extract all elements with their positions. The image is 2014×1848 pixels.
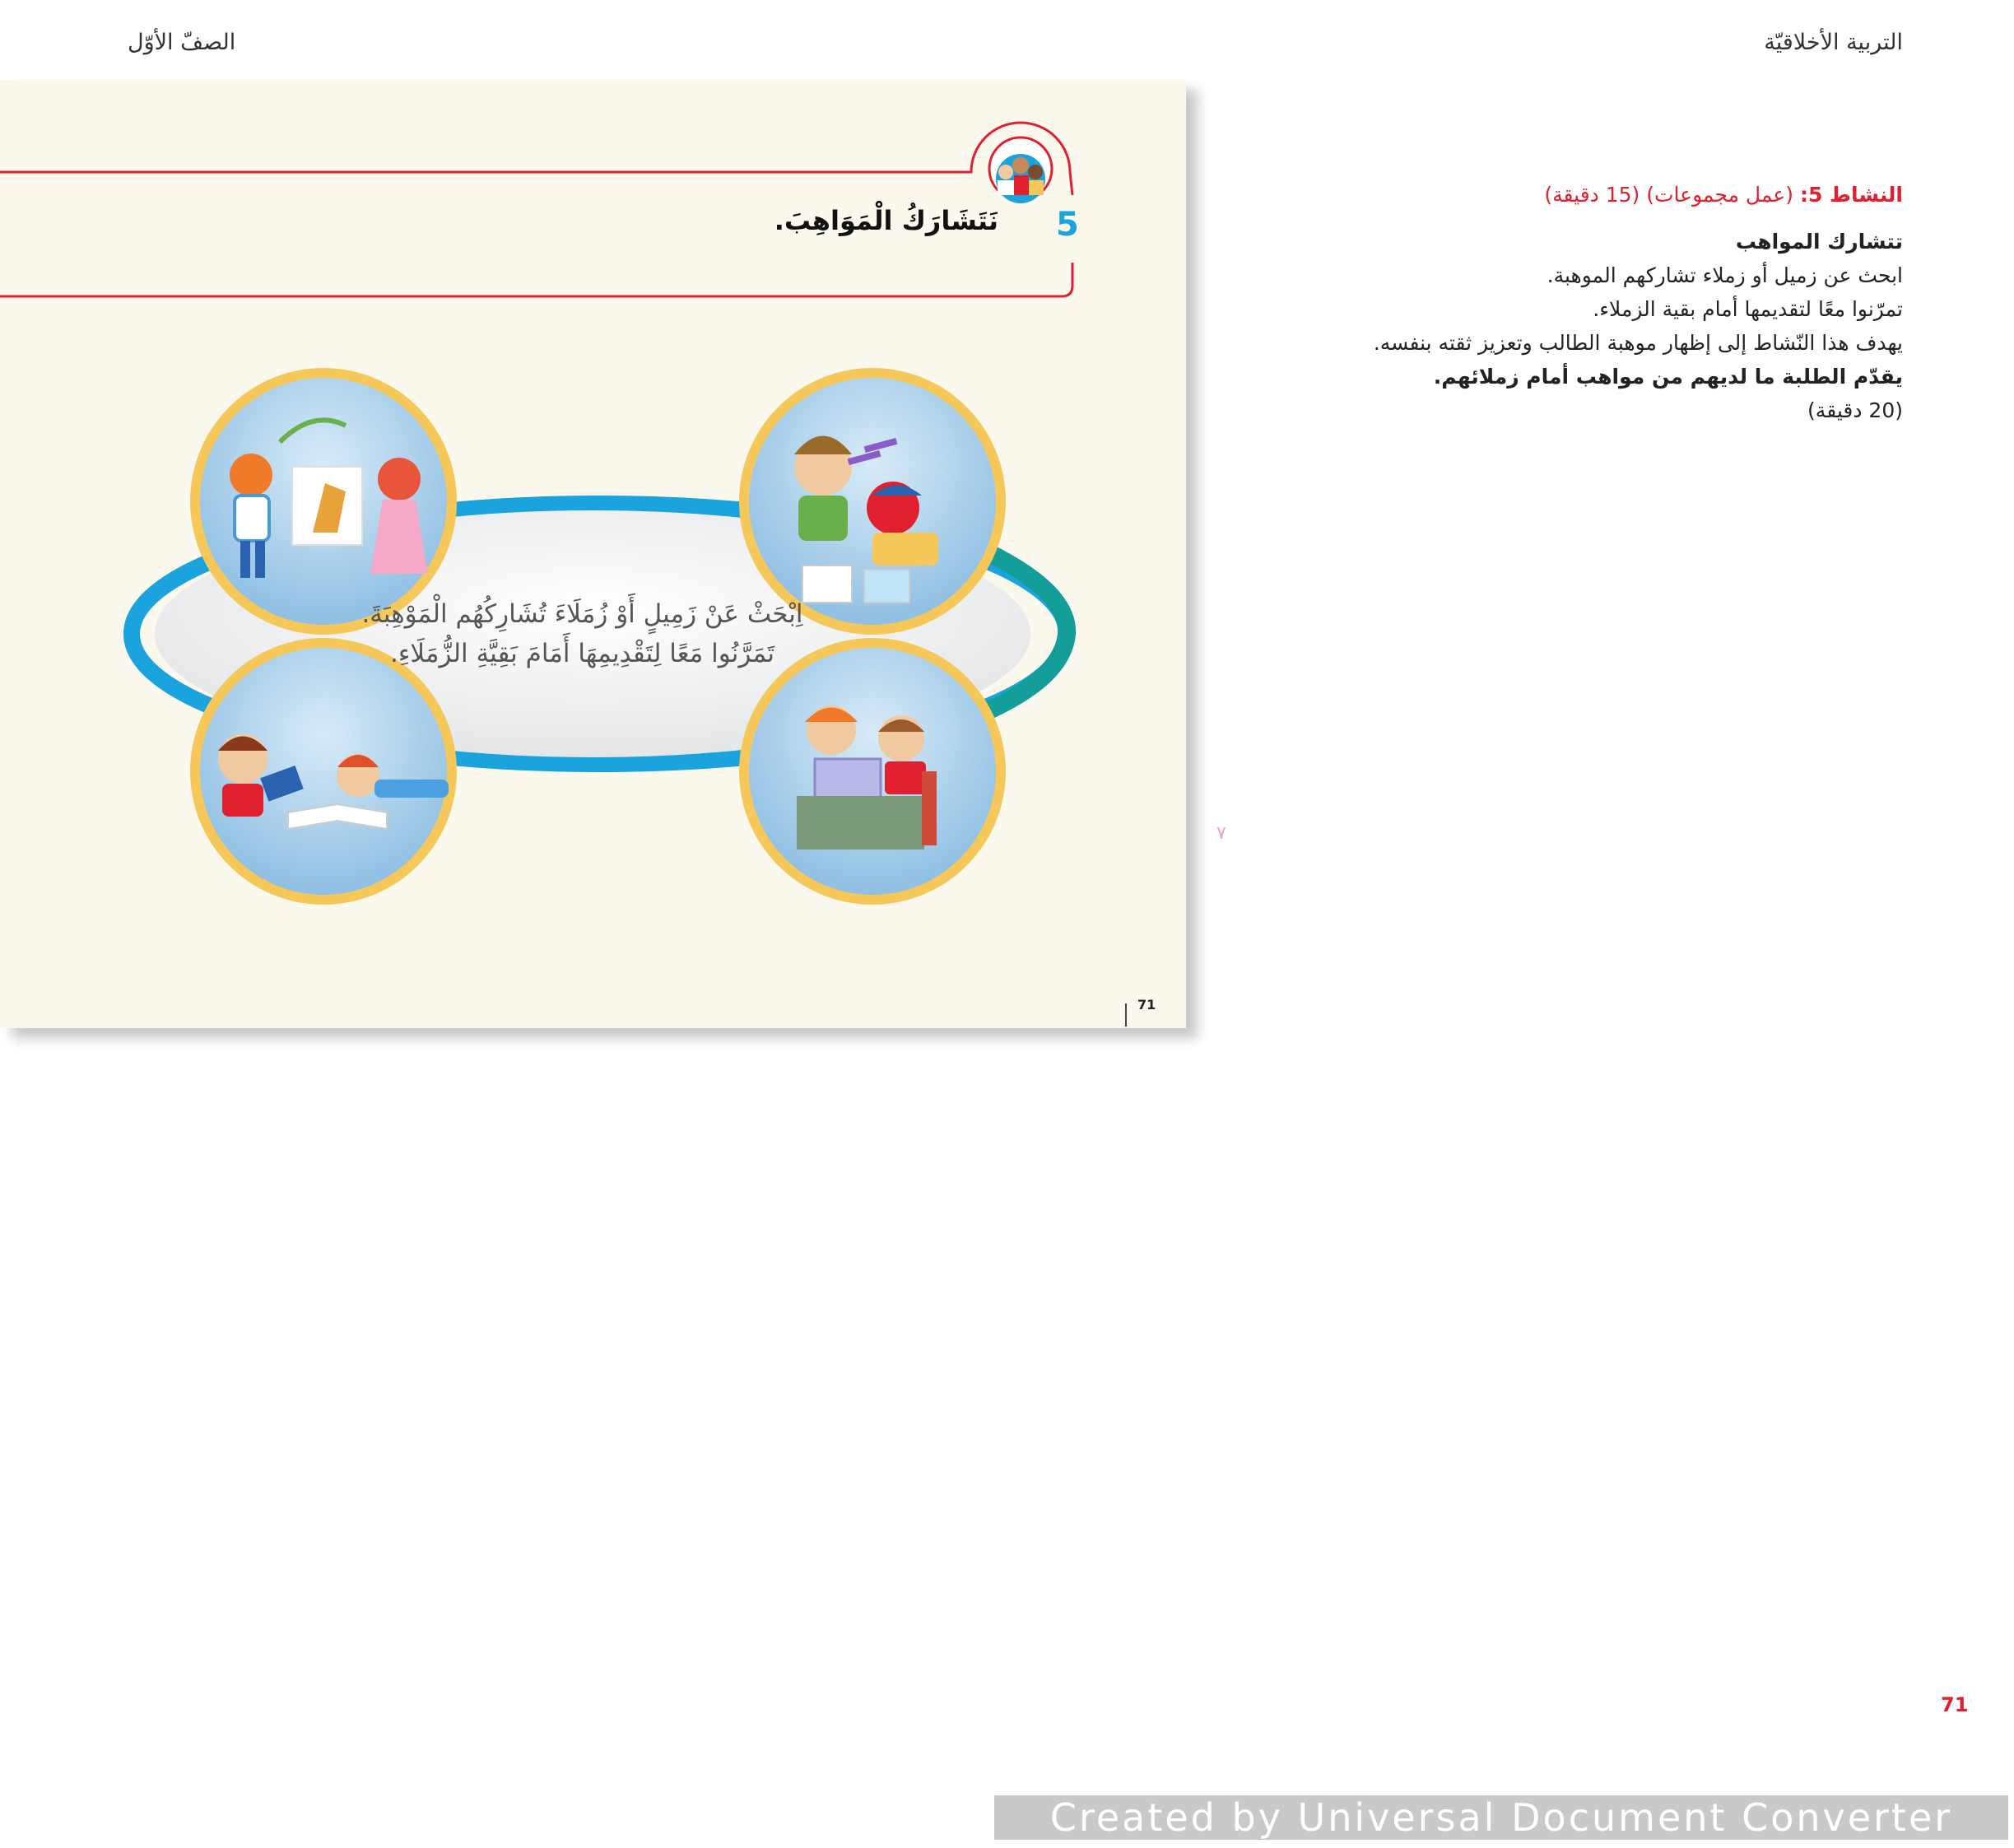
activity-detail: (عمل مجموعات) (15 دقيقة): [1544, 183, 1793, 207]
kids-computer-icon: [739, 638, 1006, 905]
instruction-line-1: اِبْحَثْ عَنْ زَمِيلٍ أَوْ زُمَلَاءَ تُشَارِكُهُم الْمَوْهِبَةَ.: [361, 599, 803, 629]
guide-subtitle: تتشارك المواهب: [1735, 230, 1903, 254]
guide-line-2: تمرّنوا معًا لتقديمها أمام بقية الزملاء.: [1593, 297, 1903, 321]
watermark-banner: Created by Universal Document Converter: [994, 1795, 2008, 1840]
header-subject: التربية الأخلاقيّة: [1764, 30, 1903, 55]
guide-line-3: يهدف هذا النّشاط إلى إظهار موهبة الطالب وتعزيز ثقته بنفسه.: [1373, 331, 1903, 355]
family-badge-icon: [989, 137, 1052, 203]
guide-line-4: يقدّم الطلبة ما لديهم من مواهب أمام زملائهم.: [1433, 365, 1903, 389]
lesson-instructions: [140, 594, 1025, 673]
page-artwork: [0, 80, 1186, 1028]
teacher-guide: [1261, 178, 1903, 427]
side-mark: ٧: [1216, 823, 1226, 844]
instruction-line-2: تَمَرَّنُوا مَعًا لِتَقْدِيمِهَا أَمَامَ بَقِيَّةِ الزُّمَلَاءِ.: [389, 639, 775, 668]
panel-page-number: 71: [1137, 997, 1156, 1012]
header-grade: الصفّ الأوّل: [128, 30, 236, 55]
kids-reading-icon: [190, 638, 457, 905]
lesson-title: نَتَشَارَكُ الْمَوَاهِبَ.: [774, 205, 998, 236]
activity-heading: [1261, 178, 1903, 212]
activity-label: النشاط 5:: [1799, 183, 1903, 207]
guide-line-5: (20 دقيقة): [1807, 398, 1903, 422]
page-number: 71: [1941, 1693, 1969, 1716]
textbook-page: [0, 80, 1186, 1028]
lesson-number: 5: [1056, 206, 1079, 244]
guide-line-1: ابحث عن زميل أو زملاء تشاركهم الموهبة.: [1547, 263, 1903, 287]
